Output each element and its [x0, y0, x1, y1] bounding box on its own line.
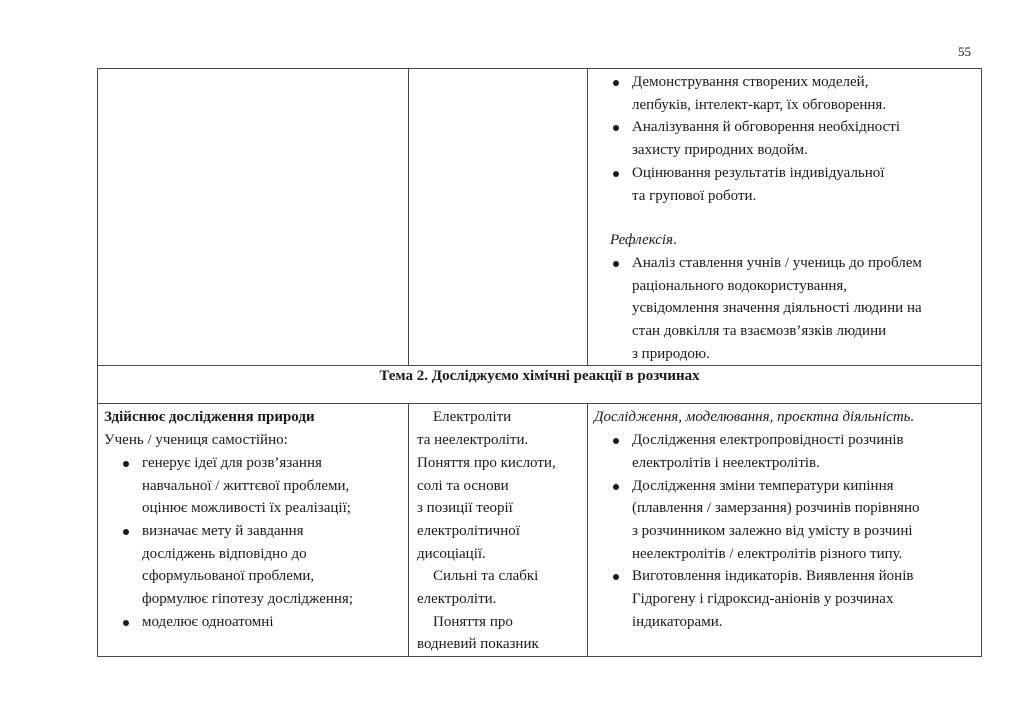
list-item-line: Аналізування й обговорення необхідності [632, 119, 901, 136]
list-item-line: досліджень відповідно до [142, 545, 307, 562]
activities-list [594, 429, 975, 633]
list-item-line: формулює гіпотезу дослідження; [142, 591, 354, 608]
bullet-icon [123, 461, 129, 467]
bullet-icon [613, 438, 619, 444]
bullet-icon [613, 80, 619, 86]
list-item [104, 520, 402, 611]
paragraph-line: дисоціації. [417, 545, 486, 562]
paragraph-line: електролітичної [417, 522, 520, 539]
bullet-icon [613, 574, 619, 580]
list-item-line: неелектролітів / електролітів різного типу. [632, 545, 903, 562]
content-cell-empty [409, 69, 588, 366]
paragraph-line: Електроліти [433, 409, 512, 426]
list-item-line: моделює одноатомні [142, 613, 274, 630]
table-row [98, 404, 982, 657]
content-cell [409, 404, 588, 657]
list-item [594, 162, 975, 207]
paragraph-line: Поняття про [433, 613, 513, 630]
list-item-line: стан довкілля та взаємозв’язків людини [632, 323, 887, 340]
content-paragraph [417, 611, 581, 656]
list-item-line: раціонального водокористування, [632, 277, 848, 294]
list-item [594, 429, 975, 474]
activities-cell [588, 404, 982, 657]
list-item [594, 475, 975, 566]
list-item-line: та групової роботи. [632, 187, 757, 204]
list-item [104, 611, 402, 634]
activities-list [594, 71, 975, 207]
list-item [594, 71, 975, 116]
paragraph-line: солі та основи [417, 477, 509, 494]
bullet-icon [613, 125, 619, 131]
list-item-line: сформульованої проблеми, [142, 568, 315, 585]
list-item-line: Виготовлення індикаторів. Виявлення йонів [632, 568, 914, 585]
list-item-line: Дослідження зміни температури кипіння [632, 477, 894, 494]
paragraph-line: Поняття про кислоти, [417, 454, 556, 471]
outcomes-subheading: Учень / учениця самостійно: [104, 432, 288, 449]
bullet-icon [613, 484, 619, 490]
list-item-line: Гідрогену і гідроксид-аніонів у розчинах [632, 591, 894, 608]
bullet-icon [123, 529, 129, 535]
list-item-line: генерує ідеї для розв’язання [142, 454, 322, 471]
list-item-line: захисту природних водойм. [632, 142, 808, 159]
list-item [594, 565, 975, 633]
outcomes-heading: Здійснює дослідження природи [104, 409, 315, 426]
list-item [594, 252, 975, 366]
content-paragraph [417, 565, 581, 610]
list-item [594, 116, 975, 161]
paragraph-line: водневий показник [417, 636, 539, 653]
list-item-line: усвідомлення значення діяльності людини на [632, 300, 922, 317]
list-item-line: Демонстрування створених моделей, [632, 74, 869, 90]
list-item-line: Аналіз ставлення учнів / учениць до проблем [632, 254, 922, 271]
list-item-line: (плавлення / замерзання) розчинів порівняно [632, 500, 920, 517]
list-item-line: визначає мету й завдання [142, 522, 304, 539]
list-item-line: лепбуків, інтелект-карт, їх обговорення. [632, 96, 887, 113]
curriculum-table [97, 68, 982, 657]
paragraph-line: та неелектроліти. [417, 432, 529, 449]
activities-heading: Дослідження, моделювання, проєктна діяльність. [594, 409, 915, 426]
bullet-icon [613, 171, 619, 177]
outcomes-cell [98, 404, 409, 657]
reflection-list [594, 252, 975, 366]
list-item-line: Оцінювання результатів індивідуальної [632, 164, 885, 181]
reflection-heading: Рефлексія. [610, 232, 677, 249]
paragraph-line: електроліти. [417, 591, 497, 608]
list-item-line: індикаторами. [632, 613, 723, 630]
table-row [98, 69, 982, 366]
list-item-line: навчальної / життєвої проблеми, [142, 477, 350, 494]
list-item-line: оцінює можливості їх реалізації; [142, 500, 351, 517]
topic-title: Тема 2. Досліджуємо хімічні реакції в розчинах [98, 366, 982, 404]
bullet-icon [613, 261, 619, 267]
list-item-line: з розчинником залежно від умісту в розчині [632, 522, 913, 539]
bullet-icon [123, 620, 129, 626]
list-item-line: з природою. [632, 345, 710, 362]
paragraph-line: Сильні та слабкі [433, 568, 539, 585]
page-number: 55 [958, 44, 971, 59]
content-paragraph [417, 406, 581, 565]
activities-cell [588, 69, 982, 366]
outcomes-cell-empty [98, 69, 409, 366]
list-item-line: електролітів і неелектролітів. [632, 454, 820, 471]
list-item [104, 452, 402, 520]
paragraph-line: з позиції теорії [417, 500, 513, 517]
list-item-line: Дослідження електропровідності розчинів [632, 432, 904, 449]
table-row [98, 366, 982, 404]
outcomes-list [104, 452, 402, 634]
